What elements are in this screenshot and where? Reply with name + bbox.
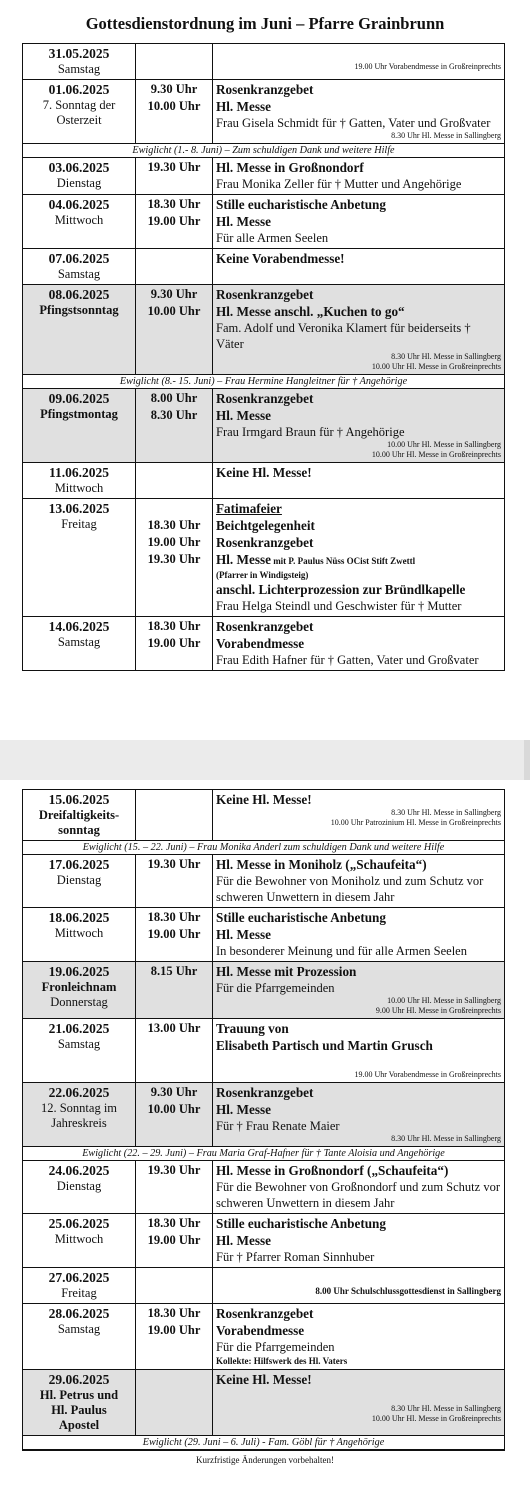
time-text: 19.00 Uhr: [147, 214, 201, 228]
other-parish-note: 8.30 Uhr Hl. Messe in Sallingberg: [391, 1134, 501, 1143]
other-parish-note: 9.00 Uhr Hl. Messe in Großreinprechts: [375, 1006, 501, 1015]
schedule-row: [23, 1019, 504, 1083]
service-item: Rosenkranzgebet: [216, 535, 314, 550]
service-item: Rosenkranzgebet: [216, 1085, 314, 1100]
service-item: Stille eucharistische Anbetung: [216, 197, 386, 212]
service-title: Hl. Messe: [216, 408, 271, 423]
time-text: 19.00 Uhr: [147, 535, 201, 549]
day-label: Samstag: [57, 635, 101, 649]
other-parish-note: 10.00 Uhr Hl. Messe in Großreinprechts: [371, 1414, 501, 1423]
day-label: Apostel: [58, 1418, 100, 1432]
footer-note: Kurzfristige Änderungen vorbehalten!: [196, 1455, 334, 1465]
time-text: [136, 500, 212, 517]
celebrant-note: (Pfarrer in Windigsteig): [216, 570, 309, 580]
date-cell: [23, 463, 136, 498]
page-separator: [0, 740, 530, 780]
time-cell: [136, 1370, 213, 1435]
date-text: 01.06.2025: [48, 82, 110, 97]
time-text: 19.30 Uhr: [147, 160, 201, 174]
date-text: 27.06.2025: [48, 1270, 110, 1285]
ewiglicht-row: Ewiglicht (22. – 29. Juni) – Frau Maria Graf-Hafner für † Tante Aloisia und Angehörige: [23, 1147, 504, 1161]
time-cell: [136, 790, 213, 840]
time-cell: [136, 617, 213, 670]
other-parish-note: 8.30 Uhr Hl. Messe in Sallingberg: [391, 1404, 501, 1413]
other-parish-note: 10.00 Uhr Patrozinium Hl. Messe in Großreinprechts: [330, 818, 501, 827]
time-cell: [136, 1268, 213, 1303]
date-text: 18.06.2025: [48, 910, 110, 925]
day-label: Freitag: [61, 1286, 97, 1300]
service-item: Stille eucharistische Anbetung: [216, 910, 386, 925]
day-label: Hl. Petrus und: [39, 1388, 119, 1402]
day-label: 7. Sonntag der: [42, 98, 116, 112]
scrollbar-track[interactable]: [524, 740, 530, 780]
day-label: Mittwoch: [54, 1232, 104, 1246]
date-text: 08.06.2025: [48, 287, 110, 302]
ewiglicht-row: Ewiglicht (1.- 8. Juni) – Zum schuldigen Dank und weitere Hilfe: [23, 144, 504, 158]
schedule-row: [23, 44, 504, 80]
service-heading: Fatimafeier: [216, 501, 282, 516]
schedule-row: [23, 1304, 504, 1370]
schedule-row: [23, 463, 504, 499]
time-cell: [136, 908, 213, 961]
day-label: Freitag: [61, 517, 97, 531]
intention-text: Für † Frau Renate Maier: [216, 1119, 340, 1133]
day-label: Jahreskreis: [51, 1116, 107, 1130]
intention-text: Frau Helga Steindl und Geschwister für † Mutter: [216, 599, 462, 613]
date-text: 19.06.2025: [48, 964, 110, 979]
service-item: Elisabeth Partisch und Martin Grusch: [216, 1038, 433, 1053]
service-cell: [213, 1083, 504, 1146]
schedule-row: [23, 195, 504, 249]
service-cell: [213, 1214, 504, 1267]
celebrant-note: mit P. Paulus Nüss OCist Stift Zwettl: [270, 556, 416, 566]
date-cell: [23, 1268, 136, 1303]
day-label: Fronleichnam: [41, 980, 117, 994]
time-cell: [136, 962, 213, 1018]
day-label: Samstag: [57, 1037, 101, 1051]
time-text: 10.00 Uhr: [147, 99, 201, 113]
schedule-row: [23, 80, 504, 144]
other-parish-note: 10.00 Uhr Hl. Messe in Sallingberg: [387, 440, 501, 449]
intention-text: Für alle Armen Seelen: [216, 231, 329, 245]
time-text: 19.00 Uhr: [147, 636, 201, 650]
service-cell: [213, 1019, 504, 1082]
service-cell: [213, 908, 504, 961]
time-text: 19.00 Uhr: [147, 927, 201, 941]
time-cell: [136, 855, 213, 907]
time-text: 18.30 Uhr: [147, 1306, 201, 1320]
time-cell: [136, 195, 213, 248]
time-text: 19.30 Uhr: [147, 552, 201, 566]
date-text: 04.06.2025: [48, 197, 110, 212]
day-label: Pfingstmontag: [40, 407, 118, 421]
intention-text: Frau Edith Hafner für † Gatten, Vater und Großvater: [216, 653, 479, 667]
date-cell: [23, 1214, 136, 1267]
service-item: Rosenkranzgebet: [216, 1306, 314, 1321]
time-text: 9.30 Uhr: [150, 1085, 198, 1099]
schedule-row: [23, 617, 504, 670]
time-text: 8.00 Uhr: [150, 391, 198, 405]
date-text: 09.06.2025: [48, 391, 110, 406]
service-title: Hl. Messe anschl. „Kuchen to go“: [216, 304, 405, 319]
page-title: Gottesdienstordnung im Juni – Pfarre Grainbrunn: [85, 14, 445, 33]
day-label: Dienstag: [56, 873, 102, 887]
service-cell: [213, 249, 504, 284]
service-item: Rosenkranzgebet: [216, 619, 314, 634]
service-title: Hl. Messe in Großnondorf: [216, 160, 364, 175]
intention-text: Frau Irmgard Braun für † Angehörige: [216, 425, 405, 439]
service-cell: [213, 855, 504, 907]
day-label: Samstag: [57, 267, 101, 281]
collection-note: Kollekte: Hilfswerk des Hl. Vaters: [216, 1356, 348, 1366]
time-text: 19.30 Uhr: [147, 857, 201, 871]
other-parish-note: 19.00 Uhr Vorabendmesse in Großreinprechts: [354, 62, 501, 71]
date-cell: [23, 80, 136, 143]
time-cell: [136, 158, 213, 194]
schedule-row: [23, 1083, 504, 1147]
service-title: Vorabendmesse: [216, 1323, 305, 1338]
time-text: 18.30 Uhr: [147, 910, 201, 924]
service-title: Keine Hl. Messe!: [216, 792, 312, 807]
date-text: 29.06.2025: [48, 1372, 110, 1387]
date-cell: [23, 389, 136, 462]
service-title: Hl. Messe in Moniholz („Schaufeita“): [216, 857, 427, 872]
time-cell: [136, 1161, 213, 1213]
service-title: Hl. Messe: [216, 1233, 271, 1248]
date-cell: [23, 158, 136, 194]
service-item: Beichtgelegenheit: [216, 518, 315, 533]
intention-text: Fam. Adolf und Veronika Klamert für beiderseits † Väter: [216, 321, 471, 351]
other-parish-note: 19.00 Uhr Vorabendmesse in Großreinprechts: [354, 1070, 501, 1079]
day-label: Mittwoch: [54, 213, 104, 227]
time-text: 18.30 Uhr: [147, 518, 201, 532]
schedule-row: [23, 1161, 504, 1214]
day-label: Samstag: [57, 62, 101, 76]
day-label: Osterzeit: [56, 113, 102, 127]
intention-text: Frau Gisela Schmidt für † Gatten, Vater und Großvater: [216, 116, 491, 130]
service-cell: [213, 80, 504, 143]
schedule-row: [23, 790, 504, 841]
date-cell: [23, 1019, 136, 1082]
time-text: 8.15 Uhr: [150, 964, 198, 978]
date-cell: [23, 855, 136, 907]
service-cell: [213, 499, 504, 616]
schedule-row: [23, 389, 504, 463]
date-text: 31.05.2025: [48, 46, 110, 61]
other-parish-note: 10.00 Uhr Hl. Messe in Sallingberg: [387, 996, 501, 1005]
date-cell: [23, 195, 136, 248]
schedule-row: [23, 249, 504, 285]
time-cell: [136, 44, 213, 79]
intention-text: In besonderer Meinung und für alle Armen Seelen: [216, 944, 467, 958]
day-label: sonntag: [58, 823, 100, 837]
service-cell: [213, 617, 504, 670]
intention-text: Für die Bewohner von Großnondorf und zum Schutz vor schweren Unwettern in diesem Jahr: [216, 1180, 500, 1210]
time-cell: [136, 1083, 213, 1146]
date-text: 07.06.2025: [48, 251, 110, 266]
intention-text: [216, 1388, 501, 1404]
date-text: 28.06.2025: [48, 1306, 110, 1321]
other-parish-note: 10.00 Uhr Hl. Messe in Großreinprechts: [371, 450, 501, 459]
service-cell: [213, 962, 504, 1018]
service-cell: [213, 285, 504, 374]
time-text: 13.00 Uhr: [147, 1021, 201, 1035]
service-title: Hl. Messe in Großnondorf („Schaufeita“): [216, 1163, 449, 1178]
schedule-table-page-2: [22, 789, 505, 1451]
date-text: 13.06.2025: [48, 501, 110, 516]
intention-text: Für die Pfarrgemeinden: [216, 981, 335, 995]
time-cell: [136, 389, 213, 462]
date-cell: [23, 1161, 136, 1213]
time-cell: [136, 285, 213, 374]
other-parish-note: 8.30 Uhr Hl. Messe in Sallingberg: [391, 131, 501, 140]
day-label: Hl. Paulus: [51, 1403, 107, 1417]
service-title: Keine Vorabendmesse!: [216, 251, 345, 266]
service-title: Keine Hl. Messe!: [216, 465, 312, 480]
day-label: Mittwoch: [54, 481, 104, 495]
date-text: 14.06.2025: [48, 619, 110, 634]
schedule-row: [23, 962, 504, 1019]
date-text: 15.06.2025: [48, 792, 110, 807]
time-text: 19.30 Uhr: [147, 1163, 201, 1177]
service-title: Hl. Messe mit Prozession: [216, 964, 357, 979]
date-text: 25.06.2025: [48, 1216, 110, 1231]
service-item: Stille eucharistische Anbetung: [216, 1216, 386, 1231]
date-text: 24.06.2025: [48, 1163, 110, 1178]
date-cell: [23, 617, 136, 670]
intention-text: Für die Bewohner von Moniholz und zum Schutz vor schweren Unwettern in diesem Jahr: [216, 874, 484, 904]
schedule-row: [23, 855, 504, 908]
date-cell: [23, 1083, 136, 1146]
time-text: 9.30 Uhr: [150, 82, 198, 96]
date-cell: [23, 1370, 136, 1435]
service-title: [216, 45, 501, 62]
day-label: 12. Sonntag im: [40, 1101, 118, 1115]
time-text: 18.30 Uhr: [147, 619, 201, 633]
ewiglicht-row: Ewiglicht (15. – 22. Juni) – Frau Monika Anderl zum schuldigen Dank und weitere Hilfe: [23, 841, 504, 855]
ewiglicht-row: Ewiglicht (8.- 15. Juni) – Frau Hermine Hangleitner für † Angehörige: [23, 375, 504, 389]
schedule-row: [23, 908, 504, 962]
service-cell: [213, 389, 504, 462]
service-cell: [213, 195, 504, 248]
service-item: Rosenkranzgebet: [216, 391, 314, 406]
service-cell: [213, 790, 504, 840]
service-title: Hl. Messe: [216, 1102, 271, 1117]
service-item: Rosenkranzgebet: [216, 287, 314, 302]
time-cell: [136, 249, 213, 284]
service-title: Hl. Messe mit P. Paulus Nüss OCist Stift Zwettl: [216, 552, 416, 567]
time-text: 19.00 Uhr: [147, 1233, 201, 1247]
schedule-row: [23, 1370, 504, 1436]
service-cell: [213, 158, 504, 194]
time-text: 18.30 Uhr: [147, 197, 201, 211]
time-text: 10.00 Uhr: [147, 1102, 201, 1116]
date-cell: [23, 285, 136, 374]
intention-text: Frau Monika Zeller für † Mutter und Angehörige: [216, 177, 462, 191]
date-cell: [23, 908, 136, 961]
intention-text: [216, 1054, 501, 1070]
day-label: Samstag: [57, 1322, 101, 1336]
date-cell: [23, 1304, 136, 1369]
service-item: Rosenkranzgebet: [216, 82, 314, 97]
service-cell: [213, 463, 504, 498]
day-label: Dreifaltigkeits-: [38, 808, 120, 822]
time-cell: [136, 1214, 213, 1267]
ewiglicht-row: Ewiglicht (29. Juni – 6. Juli) - Fam. Göbl für † Angehörige: [23, 1436, 504, 1450]
time-cell: [136, 80, 213, 143]
schedule-row: [23, 1214, 504, 1268]
intention-text: Für die Pfarrgemeinden: [216, 1340, 335, 1354]
time-cell: [136, 463, 213, 498]
service-title: Hl. Messe: [216, 927, 271, 942]
schedule-table-page-1: [22, 43, 505, 671]
date-text: 11.06.2025: [48, 465, 109, 480]
service-title: Hl. Messe: [216, 214, 271, 229]
time-cell: [136, 1304, 213, 1369]
schedule-row: [23, 499, 504, 617]
other-parish-note: 8.00 Uhr Schulschlussgottesdienst in Sallingberg: [315, 1286, 501, 1296]
service-title: Keine Hl. Messe!: [216, 1372, 312, 1387]
other-parish-note: 8.30 Uhr Hl. Messe in Sallingberg: [391, 808, 501, 817]
day-label: Mittwoch: [54, 926, 104, 940]
schedule-row: [23, 158, 504, 195]
service-item: anschl. Lichterprozession zur Bründlkapelle: [216, 582, 466, 597]
service-title: Trauung von: [216, 1021, 289, 1036]
service-cell: [213, 1161, 504, 1213]
service-cell: [213, 1304, 504, 1369]
intention-text: [216, 1269, 501, 1285]
time-text: 18.30 Uhr: [147, 1216, 201, 1230]
day-label: Dienstag: [56, 1179, 102, 1193]
date-text: 22.06.2025: [48, 1085, 110, 1100]
service-title: Hl. Messe: [216, 99, 271, 114]
time-text: 8.30 Uhr: [150, 408, 198, 422]
other-parish-note: 10.00 Uhr Hl. Messe in Großreinprechts: [371, 362, 501, 371]
service-cell: [213, 1268, 504, 1303]
schedule-row: [23, 1268, 504, 1304]
date-text: 03.06.2025: [48, 160, 110, 175]
date-text: 17.06.2025: [48, 857, 110, 872]
time-cell: [136, 1019, 213, 1082]
service-cell: [213, 1370, 504, 1435]
service-cell: [213, 44, 504, 79]
time-text: 19.00 Uhr: [147, 1323, 201, 1337]
service-title: Vorabendmesse: [216, 636, 305, 651]
date-cell: [23, 499, 136, 616]
time-text: 9.30 Uhr: [150, 287, 198, 301]
day-label: Donnerstag: [50, 995, 108, 1009]
other-parish-note: 8.30 Uhr Hl. Messe in Sallingberg: [391, 352, 501, 361]
date-cell: [23, 790, 136, 840]
date-cell: [23, 44, 136, 79]
schedule-row: [23, 285, 504, 375]
day-label: Pfingstsonntag: [39, 303, 119, 317]
time-text: 10.00 Uhr: [147, 304, 201, 318]
time-cell: [136, 499, 213, 616]
date-text: 21.06.2025: [48, 1021, 110, 1036]
date-cell: [23, 249, 136, 284]
day-label: Dienstag: [56, 176, 102, 190]
intention-text: Für † Pfarrer Roman Sinnhuber: [216, 1250, 375, 1264]
date-cell: [23, 962, 136, 1018]
